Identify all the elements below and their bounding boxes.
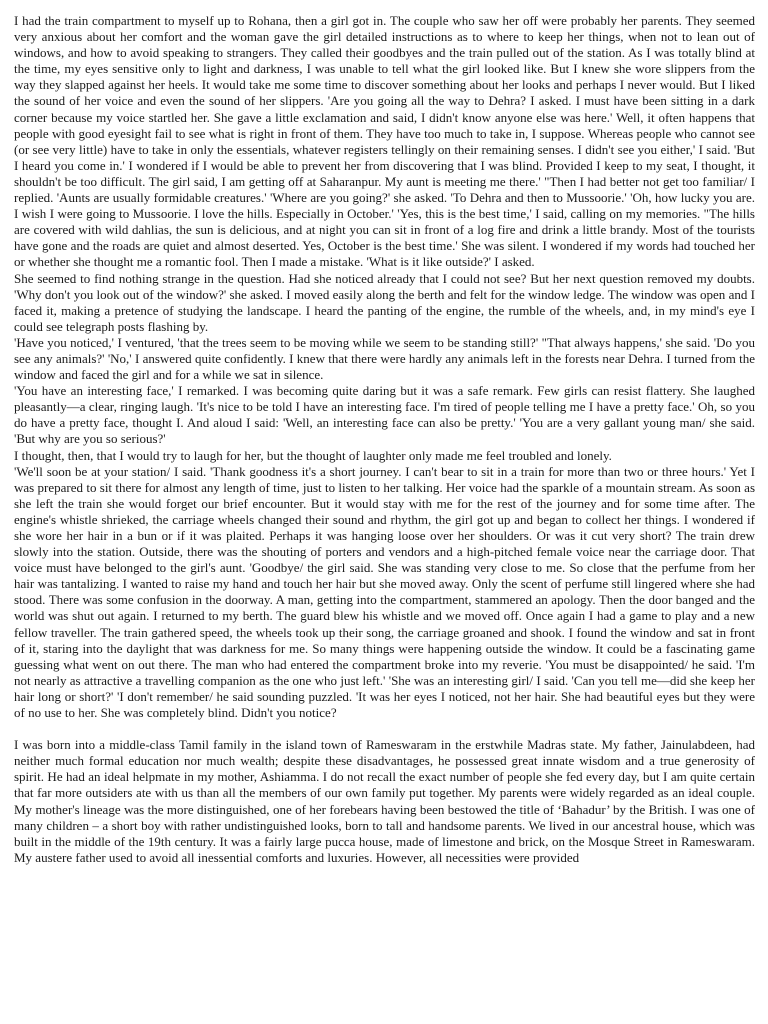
story-section-memoir: [14, 737, 755, 866]
document-page: [14, 13, 755, 866]
story-section-train: [14, 13, 755, 721]
paragraph: 'Have you noticed,' I ventured, 'that the trees seem to be moving while we seem to be standing still?' "That always happens,' she said. 'Do you see any animals?' 'No,' I answered quite confidently. I knew that there were hardly any animals left in the forests near Dehra. I turned from the window and faced the girl and for a while we sat in silence.: [14, 334, 755, 383]
section-divider: [14, 721, 755, 737]
paragraph: I thought, then, that I would try to laugh for her, but the thought of laughter only made me feel troubled and lonely.: [14, 447, 612, 463]
paragraph: I had the train compartment to myself up to Rohana, then a girl got in. The couple who saw her off were probably her parents. They seemed very anxious about her comfort and the woman gave the girl detailed instructions as to where to keep her things, when not to lean out of windows, and how to avoid speaking to strangers. They called their goodbyes and the train pulled out of the station. As I was totally blind at the time, my eyes sensitive only to light and darkness, I was unable to tell what the girl looked like. But I knew she wore slippers from the way they slapped against her heels. It would take me some time to discover something about her looks and perhaps I never would. But I liked the sound of her voice and even the sound of her slippers. 'Are you going all the way to Dehra? I asked. I must have been sitting in a dark corner because my voice startled her. She gave a little exclamation and said, I didn't know anyone else was here.' Well, it often happens that people with good eyesight fail to see what is right in front of them. They have too much to take in, I suppose. Whereas people who cannot see (or see very little) have to take in only the essentials, whatever registers tellingly on their remaining senses. I didn't see you either,' I said. 'But I heard you come in.' I wondered if I would be able to prevent her from discovering that I was blind. Provided I keep to my seat, I thought, it shouldn't be too difficult. The girl said, I am getting off at Saharanpur. My aunt is meeting me there.' "Then I had better not get too familiar/ I replied. 'Aunts are usually formidable creatures.' 'Where are you going?' she asked. 'To Dehra and then to Mussoorie.' 'Oh, how lucky you are. I wish I were going to Mussoorie. I love the hills. Especially in October.' 'Yes, this is the best time,' I said, calling on my memories. "The hills are covered with wild dahlias, the sun is delicious, and at night you can sit in front of a log fire and drink a little brandy. Most of the tourists have gone and the roads are quiet and almost deserted. Yes, October is the best time.' She was silent. I wondered if my words had touched her or whether she thought me a romantic fool. Then I made a mistake. 'What is it like outside?' I asked.: [14, 13, 755, 270]
paragraph: 'You have an interesting face,' I remarked. I was becoming quite daring but it was a safe remark. Few girls can resist flattery. She laughed pleasantly—a clear, ringing laugh. 'It's nice to be told I have an interesting face. I'm tired of people telling me I have a pretty face.' Oh, so you do have a pretty face, thought I. And aloud I said: 'Well, an interesting face can also be pretty.' 'You are a very gallant young man/ she said. 'But why are you so serious?': [14, 383, 755, 447]
paragraph: She seemed to find nothing strange in the question. Had she noticed already that I could not see? But her next question removed my doubts. 'Why don't you look out of the window?' she asked. I moved easily along the berth and felt for the window ledge. The window was open and I faced it, making a pretence of studying the landscape. I heard the panting of the engine, the rumble of the wheels, and, in my mind's eye I could see telegraph posts flashing by.: [14, 270, 755, 334]
paragraph: 'We'll soon be at your station/ I said. 'Thank goodness it's a short journey. I can't bear to sit in a train for more than two or three hours.' Yet I was prepared to sit there for almost any length of time, just to listen to her talking. Her voice had the sparkle of a mountain stream. As soon as she left the train she would forget our brief encounter. But it would stay with me for the rest of the journey and for some time after. The engine's whistle shrieked, the carriage wheels changed their sound and rhythm, the girl got up and began to collect her things. I wondered if she wore her hair in a bun or if it was plaited. Perhaps it was hanging loose over her shoulders. Or was it cut very short? The train drew slowly into the station. Outside, there was the shouting of porters and vendors and a high-pitched female voice near the carriage door. That voice must have belonged to the girl's aunt. 'Goodbye/ the girl said. She was standing very close to me. So close that the perfume from her hair was tantalizing. I wanted to raise my hand and touch her hair but she moved away. Only the scent of perfume still lingered where she had stood. There was some confusion in the doorway. A man, getting into the compartment, stammered an apology. Then the door banged and the world was shut out again. I returned to my berth. The guard blew his whistle and we moved off. Once again I had a game to play and a new fellow traveller. The train gathered speed, the wheels took up their song, the carriage groaned and shook. I found the window and sat in front of it, staring into the daylight that was darkness for me. So many things were happening outside the window. It could be a fascinating game guessing what went on out there. The man who had entered the compartment broke into my reverie. 'You must be disappointed/ he said. 'I'm not nearly as attractive a travelling companion as the one who just left.' 'She was an interesting girl/ I said. 'Can you tell me—did she keep her hair long or short?' 'I don't remember/ he said sounding puzzled. 'It was her eyes I noticed, not her hair. She had beautiful eyes but they were of no use to her. She was completely blind. Didn't you notice?: [14, 463, 755, 721]
paragraph: I was born into a middle-class Tamil family in the island town of Rameswaram in the erstwhile Madras state. My father, Jainulabdeen, had neither much formal education nor much wealth; despite these disadvantages, he possessed great innate wisdom and a true generosity of spirit. He had an ideal helpmate in my mother, Ashiamma. I do not recall the exact number of people she fed every day, but I am quite certain that far more outsiders ate with us than all the members of our own family put together. My parents were widely regarded as an ideal couple. My mother's lineage was the more distinguished, one of her forebears having been bestowed the title of ‘Bahadur’ by the British. I was one of many children – a short boy with rather undistinguished looks, born to tall and handsome parents. We lived in our ancestral house, which was built in the middle of the 19th century. It was a fairly large pucca house, made of limestone and brick, on the Mosque Street in Rameswaram. My austere father used to avoid all inessential comforts and luxuries. However, all necessities were provided: [14, 737, 755, 865]
